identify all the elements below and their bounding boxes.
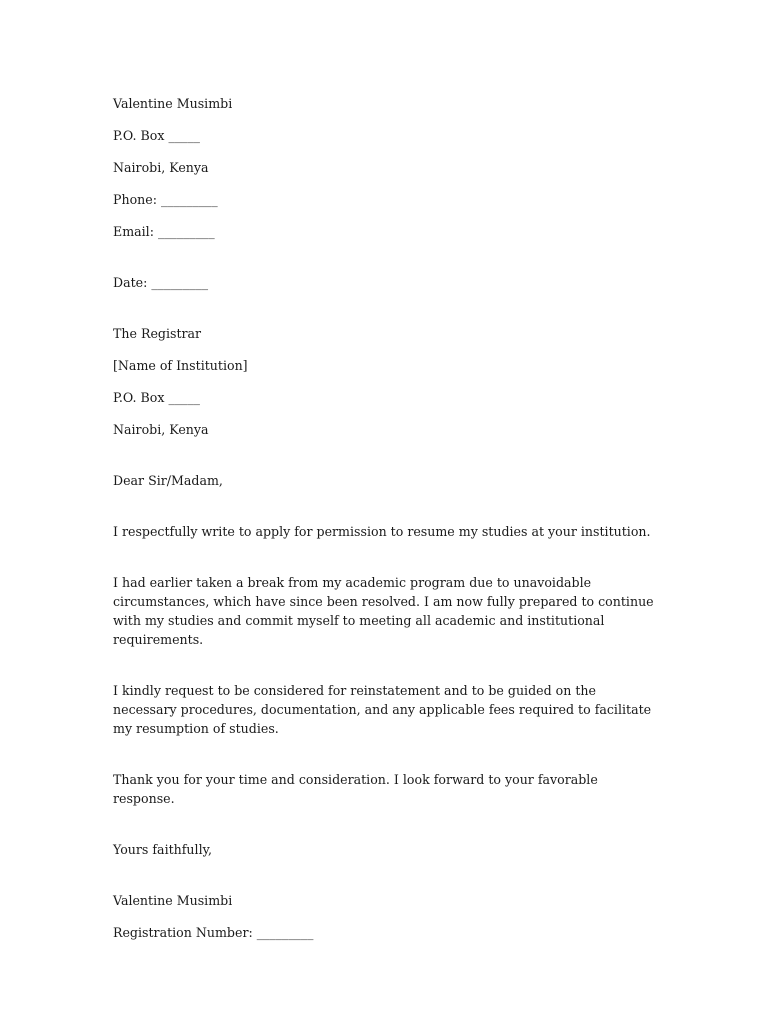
sender-city: Nairobi, Kenya: [113, 160, 209, 175]
salutation: Dear Sir/Madam,: [113, 473, 223, 488]
sender-po-box: P.O. Box _____: [113, 128, 200, 143]
registration-number: Registration Number: _________: [113, 925, 314, 940]
body-paragraph-2: I had earlier taken a break from my academic program due to unavoidable circumstances, which have since been resolved. I am now fully prepared to continue with my studies and commit myself to meeting all academic and institutional requirements.: [113, 575, 654, 647]
closing: Yours faithfully,: [113, 842, 213, 857]
body-paragraph-3: I kindly request to be considered for reinstatement and to be guided on the necessary procedures, documentation, and any applicable fees required to facilitate my resumption of studies.: [113, 683, 652, 736]
body-paragraph-4: Thank you for your time and consideration. I look forward to your favorable response.: [113, 772, 598, 806]
recipient-institution: [Name of Institution]: [113, 358, 248, 373]
recipient-city: Nairobi, Kenya: [113, 422, 209, 437]
recipient-title: The Registrar: [113, 326, 202, 341]
sender-email: Email: _________: [113, 224, 215, 239]
sender-phone: Phone: _________: [113, 192, 218, 207]
letter-body: [113, 94, 658, 942]
letter-date: Date: _________: [113, 275, 209, 290]
body-paragraph-1: I respectfully write to apply for permission to resume my studies at your institution.: [113, 524, 651, 539]
sender-name: Valentine Musimbi: [113, 96, 233, 111]
recipient-po-box: P.O. Box _____: [113, 390, 200, 405]
signature-name: Valentine Musimbi: [113, 893, 233, 908]
